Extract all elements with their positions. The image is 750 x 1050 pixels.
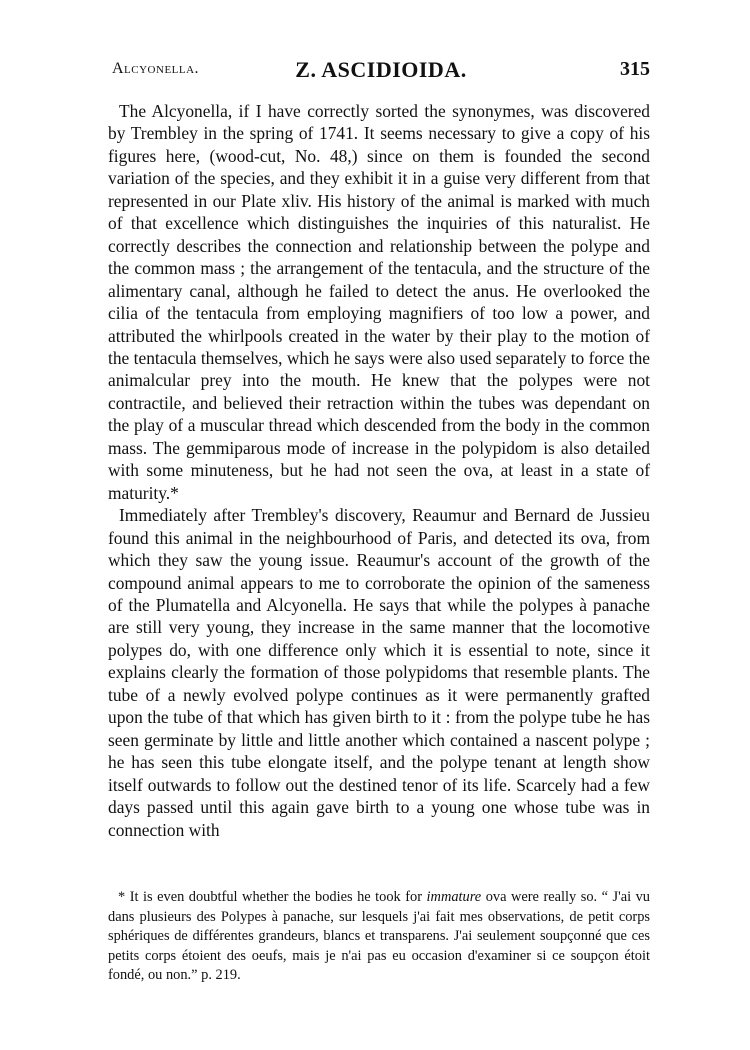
paragraph-reaumur: Immediately after Trembley's discovery, Reaumur and Bernard de Jussieu found this animal in the neighbourhood of Paris, and detected its ova, from which they saw the young issue. Reaumur's account of the growth of the compound animal appears to me to corroborate the opinion of the sameness of the Plumatella and Alcyonella. He says that while the polypes à panache are still very young, they increase in the same manner that the locomotive polypes do, with one difference only which it is essential to note, since it explains clearly the formation of those polypidoms that resemble plants. The tube of a newly evolved polype continues as it were permanently grafted upon the tube of that which has given birth to it : from the polype tube he has seen germinate by little and little another which contained a nascent polype ; he has seen this tube elongate itself, and the polype tenant at length show itself outwards to follow out the destined tenor of its life. Scarcely had a few days passed until this again gave birth to a young one whose tube was in connection with (108, 505, 650, 840)
body-text (108, 100, 650, 841)
running-head: Alcyonella. (112, 60, 200, 77)
footnote-lead: * It is even doubtful whether the bodies he took for (118, 889, 427, 905)
page-number: 315 (620, 58, 650, 80)
section-title: Z. ASCIDIOIDA. (295, 57, 467, 82)
paragraph-trembley: The Alcyonella, if I have correctly sorted the synonymes, was discovered by Trembley in the spring of 1741. It seems necessary to give a copy of his figures here, (wood-cut, No. 48,) since on them is founded the second variation of the species, and they exhibit it in a guise very different from that represented in our Plate xliv. His history of the animal is marked with much of that excellence which distinguishes the inquiries of this naturalist. He correctly describes the connection and relationship between the polype and the common mass ; the arrangement of the tentacula, and the structure of the alimentary canal, although he failed to detect the anus. He overlooked the cilia of the tentacula from employing magnifiers of too low a power, and attributed the whirlpools created in the water by their play to the motion of the tentacula themselves, which he says were also used separately to force the animalcular prey into the mouth. He knew that the polypes were not contractile, and believed their retraction within the tubes was dependant on the play of a muscular thread which descended from the body in the common mass. The gemmiparous mode of increase in the polypidom is also detailed with some minuteness, but he had not seen the ova, at least in a state of maturity.* (108, 101, 650, 503)
footnotes (108, 888, 650, 986)
footnote (108, 888, 650, 986)
footnote-rest: ova were really so. “ J'ai vu dans plusieurs des Polypes à panache, sur lesquels j'ai fait mes observations, de petit corps sphériques de différentes grandeurs, blancs et transparens. J'ai seulement soupçonné que ces petits corps étoient des oeufs, mais je n'ai pas eu occasion d'examiner si ce soupçon étoit fondé, ou non.” p. 219. (108, 889, 650, 984)
footnote-italic: immature (426, 889, 482, 905)
page-header (112, 57, 650, 90)
